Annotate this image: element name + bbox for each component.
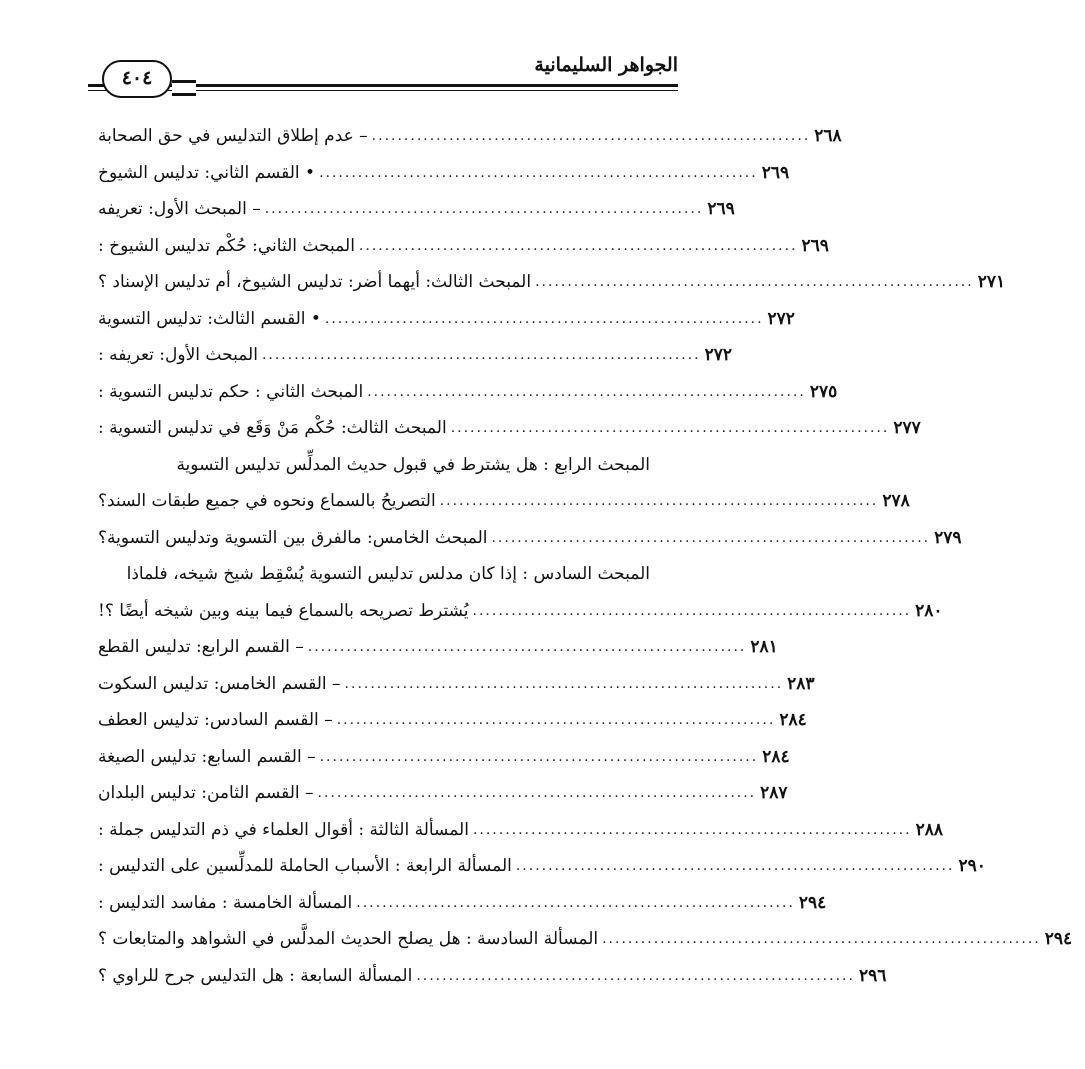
toc-entry-title: – عدم إطلاق التدليس في حق الصحابة bbox=[98, 126, 368, 147]
toc-entry-page: ٢٧٨ bbox=[882, 491, 910, 512]
toc-entry-page: ٢٦٩ bbox=[707, 199, 735, 220]
toc-entry bbox=[98, 520, 962, 557]
toc-entry bbox=[98, 593, 943, 630]
toc-entry-page: ٢٧٩ bbox=[934, 527, 962, 548]
toc-leader-dots: .................................................................... bbox=[344, 675, 784, 692]
toc-entry bbox=[98, 483, 910, 520]
toc-entry bbox=[98, 629, 778, 666]
toc-entry-page: ٢٧٥ bbox=[809, 381, 838, 402]
toc-entry-page: ٢٨٤ bbox=[762, 746, 790, 767]
toc-entry-title: يُشترط تصريحه بالسماع فيما بينه وبين شيخه أيضًا ؟! bbox=[98, 600, 469, 621]
toc-leader-dots: .................................................................... bbox=[319, 164, 758, 181]
toc-entry-page: ٢٨٤ bbox=[779, 710, 807, 731]
toc-leader-dots: .................................................................... bbox=[416, 967, 855, 984]
toc-leader-dots: .................................................................... bbox=[472, 602, 912, 619]
toc-entry-title: المبحث الثاني : حكم تدليس التسوية : bbox=[98, 381, 364, 402]
toc-entry-continued bbox=[98, 447, 650, 484]
toc-entry-page: ٢٩٦ bbox=[858, 965, 887, 986]
toc-leader-dots: .................................................................... bbox=[515, 858, 955, 875]
toc-entry-page: ٢٨١ bbox=[750, 637, 778, 658]
toc-entry bbox=[98, 702, 807, 739]
toc-entry-title: المبحث الخامس: مالفرق بين التسوية وتدليس التسوية؟ bbox=[98, 527, 488, 548]
toc-entry-title: – المبحث الأول: تعريفه bbox=[98, 199, 261, 220]
toc-entry bbox=[98, 848, 986, 885]
toc-entry-title: المسألة الثالثة : أقوال العلماء في ذم التدليس جملة : bbox=[98, 819, 469, 840]
toc-entry bbox=[98, 155, 790, 192]
toc-entry bbox=[98, 191, 735, 228]
toc-entry bbox=[98, 958, 887, 995]
toc-entry bbox=[98, 337, 732, 374]
toc-leader-dots: .................................................................... bbox=[356, 894, 795, 911]
toc-entry-page: ٢٩٤ bbox=[798, 892, 827, 913]
toc-entry bbox=[98, 410, 921, 447]
toc-entry bbox=[98, 812, 943, 849]
book-title: الجواهر السليمانية bbox=[534, 54, 678, 76]
toc-entry bbox=[98, 228, 829, 265]
toc-entry bbox=[98, 374, 838, 411]
toc-leader-dots: .................................................................... bbox=[491, 529, 931, 546]
toc-leader-dots: .................................................................... bbox=[472, 821, 912, 838]
toc-leader-dots: .................................................................... bbox=[535, 274, 974, 291]
toc-entry-continued bbox=[98, 556, 650, 593]
toc-entry-title: – القسم الثامن: تدليس البلدان bbox=[98, 783, 314, 804]
toc-entry-page: ٢٩٠ bbox=[958, 856, 986, 877]
table-of-contents bbox=[98, 118, 1073, 994]
toc-leader-dots: .................................................................... bbox=[371, 128, 811, 145]
toc-leader-dots: .................................................................... bbox=[261, 347, 701, 364]
toc-leader-dots: .................................................................... bbox=[319, 748, 759, 765]
toc-entry-title: المسألة السادسة : هل يصلح الحديث المدلَّس في الشواهد والمتابعات ؟ bbox=[98, 929, 599, 950]
toc-entry-title: المبحث الثالث: أيهما أضر: تدليس الشيوخ، أم تدليس الإسناد ؟ bbox=[98, 272, 532, 293]
page-number-ornament bbox=[172, 80, 196, 96]
toc-entry bbox=[98, 264, 1006, 301]
toc-entry-page: ٢٦٩ bbox=[801, 235, 829, 256]
toc-leader-dots: .................................................................... bbox=[439, 493, 879, 510]
toc-entry-page: ٢٧٢ bbox=[704, 345, 732, 366]
toc-entry-page: ٢٧٧ bbox=[893, 418, 921, 439]
toc-leader-dots: .................................................................... bbox=[336, 712, 776, 729]
toc-leader-dots: .................................................................... bbox=[358, 237, 798, 254]
toc-entry-page: ٢٧١ bbox=[977, 272, 1006, 293]
toc-entry-title: المسألة الرابعة : الأسباب الحاملة للمدلِّسين على التدليس : bbox=[98, 856, 512, 877]
toc-entry-page: ٢٨٧ bbox=[760, 783, 788, 804]
toc-entry-title: • القسم الثالث: تدليس التسوية bbox=[98, 308, 321, 329]
toc-leader-dots: .................................................................... bbox=[450, 420, 890, 437]
toc-leader-dots: .................................................................... bbox=[367, 383, 806, 400]
toc-leader-dots: .................................................................... bbox=[324, 310, 764, 327]
toc-entry bbox=[98, 301, 795, 338]
toc-entry-page: ٢٨٨ bbox=[915, 819, 943, 840]
toc-entry bbox=[98, 739, 790, 776]
toc-leader-dots: .................................................................... bbox=[307, 639, 747, 656]
toc-entry bbox=[98, 666, 815, 703]
toc-entry-title: المبحث الأول: تعريفه : bbox=[98, 345, 258, 366]
toc-entry-title: • القسم الثاني: تدليس الشيوخ bbox=[98, 162, 316, 183]
toc-entry bbox=[98, 118, 842, 155]
toc-entry-title: – القسم السادس: تدليس العطف bbox=[98, 710, 333, 731]
toc-leader-dots: .................................................................... bbox=[602, 931, 1041, 948]
toc-leader-dots: .................................................................... bbox=[264, 201, 704, 218]
toc-entry-page: ٢٩٤ bbox=[1044, 929, 1073, 950]
toc-entry-title: المسألة الخامسة : مفاسد التدليس : bbox=[98, 892, 353, 913]
toc-entry-title: المبحث الرابع : هل يشترط في قبول حديث المدلِّس تدليس التسوية bbox=[176, 454, 650, 475]
toc-entry-title: المسألة السابعة : هل التدليس جرح للراوي ؟ bbox=[98, 965, 413, 986]
page-header bbox=[88, 52, 678, 98]
toc-entry-page: ٢٦٨ bbox=[814, 126, 842, 147]
toc-entry-title: – القسم الخامس: تدليس السكوت bbox=[98, 673, 341, 694]
toc-entry-page: ٢٧٢ bbox=[767, 308, 795, 329]
toc-entry-title: – القسم السابع: تدليس الصيغة bbox=[98, 746, 316, 767]
page-number-badge: ٤٠٤ bbox=[102, 60, 172, 98]
toc-entry-title: – القسم الرابع: تدليس القطع bbox=[98, 637, 304, 658]
toc-entry bbox=[98, 921, 1073, 958]
toc-entry-page: ٢٦٩ bbox=[761, 162, 790, 183]
toc-entry-page: ٢٨٠ bbox=[915, 600, 943, 621]
toc-entry-page: ٢٨٣ bbox=[787, 673, 815, 694]
toc-entry bbox=[98, 775, 788, 812]
toc-entry-title: المبحث الثالث: حُكْم مَنْ وَقَع في تدليس التسوية : bbox=[98, 418, 447, 439]
toc-entry-title: التصريحُ بالسماع ونحوه في جميع طبقات السند؟ bbox=[98, 491, 436, 512]
toc-entry bbox=[98, 885, 827, 922]
toc-leader-dots: .................................................................... bbox=[317, 785, 757, 802]
toc-entry-title: المبحث الثاني: حُكْم تدليس الشيوخ : bbox=[98, 235, 355, 256]
toc-entry-title: المبحث السادس : إذا كان مدلس تدليس التسوية يُسْقِط شيخ شيخه، فلماذا bbox=[126, 564, 650, 585]
